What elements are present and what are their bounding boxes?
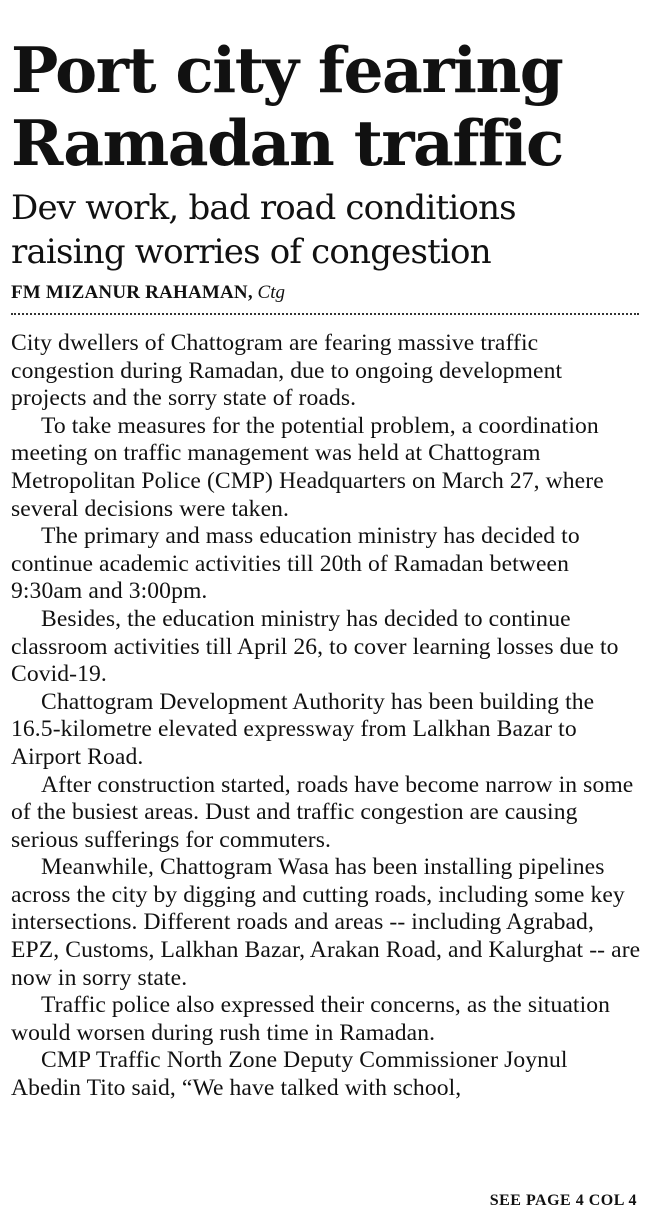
byline-author: FM MIZANUR RAHAMAN, bbox=[11, 282, 253, 303]
subheadline-line-2: raising worries of congestion bbox=[11, 232, 491, 272]
headline-line-1: Port city fearing bbox=[11, 33, 563, 107]
paragraph: Chattogram Development Authority has been building the 16.5-kilometre elevated expressway from Lalkhan Bazar to Airport Road. bbox=[11, 688, 595, 770]
news-article bbox=[11, 0, 641, 1103]
article-body bbox=[11, 330, 641, 1103]
paragraph: City dwellers of Chattogram are fearing massive traffic congestion during Ramadan, due to ongoing development projects and the sorry state of roads. bbox=[11, 330, 563, 412]
paragraph: CMP Traffic North Zone Deputy Commissioner Joynul Abedin Tito said, “We have talked with school, bbox=[11, 1047, 568, 1102]
subheadline-line-1: Dev work, bad road conditions bbox=[11, 188, 516, 228]
continuation-jump: SEE PAGE 4 COL 4 bbox=[489, 1192, 637, 1209]
subheadline bbox=[11, 186, 641, 274]
paragraph: Meanwhile, Chattogram Wasa has been installing pipelines across the city by digging and cutting roads, including some key intersections. Different roads and areas -- including Agrabad, EPZ, Customs, Lalkhan Bazar, Arakan Road, and Kalurghat -- are now in sorry state. bbox=[11, 854, 641, 991]
paragraph: Traffic police also expressed their concerns, as the situation would worsen during rush time in Ramadan. bbox=[11, 992, 611, 1046]
byline-location: Ctg bbox=[257, 282, 285, 303]
paragraph: Besides, the education ministry has decided to continue classroom activities till April 26, to cover learning losses due to Covid-19. bbox=[11, 605, 619, 688]
paragraph: After construction started, roads have become narrow in some of the busiest areas. Dust and traffic congestion are causing serious sufferings for commuters. bbox=[11, 771, 634, 853]
headline-line-2: Ramadan traffic bbox=[11, 106, 563, 180]
paragraph: The primary and mass education ministry has decided to continue academic activities till 20th of Ramadan between 9:30am and 3:00pm. bbox=[11, 523, 580, 605]
headline bbox=[11, 0, 641, 180]
byline bbox=[11, 281, 641, 305]
dotted-divider bbox=[11, 313, 639, 315]
paragraph: To take measures for the potential problem, a coordination meeting on traffic management was held at Chattogram Metropolitan Police (CMP) Headquarters on March 27, where several decisions were taken. bbox=[11, 412, 604, 522]
